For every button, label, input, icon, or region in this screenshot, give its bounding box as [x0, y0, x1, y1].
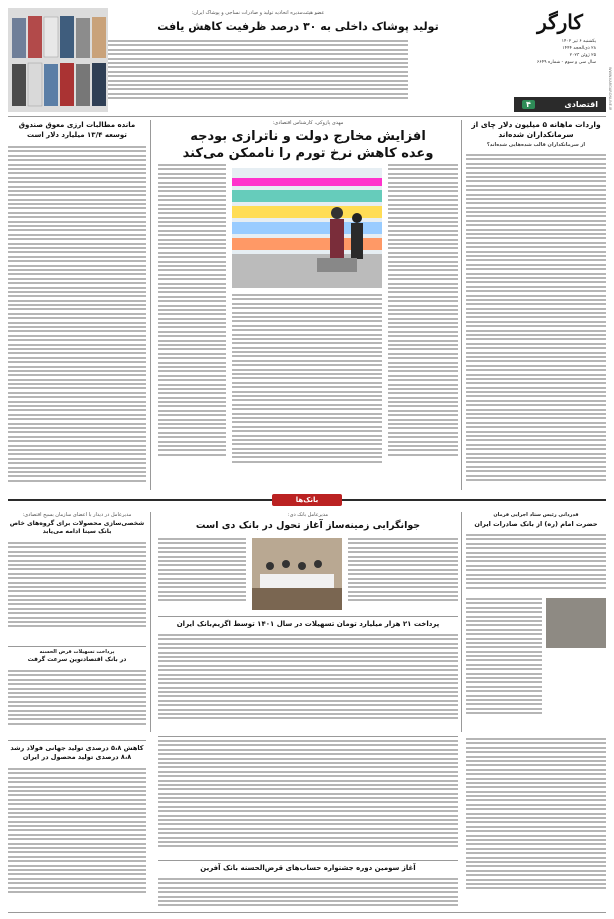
banks-band: [8, 494, 606, 506]
supermarket-photo: [232, 168, 382, 288]
date-line: یکشنبه ۶ تیر ۱۴۰۲: [561, 39, 596, 44]
tea-article-headline: واردات ماهانه ۵ میلیون دلار چای از سرمانکداران شده‌اند: [471, 120, 601, 139]
exim-headline: پرداخت ۲۱ هزار میلیارد تومان تسهیلات در سال ۱۴۰۱ توسط اگزیم‌بانک ایران: [176, 620, 440, 628]
exim-bank-article: [158, 616, 458, 732]
column-rule: [461, 120, 462, 490]
saderat-body-top: [466, 534, 606, 594]
day-bank-body-2: [158, 538, 246, 610]
saderat-headline: حضرت امام (ره) از بانک صادرات ایران: [474, 520, 598, 528]
sina-headline: شخصی‌سازی محصولات برای گروه‌های خاص بانک سینا ادامه می‌یابد: [9, 520, 145, 535]
bottom-rule: [8, 912, 606, 913]
novin-body: [8, 670, 146, 734]
meeting-photo: [252, 538, 342, 610]
section-bar: [514, 97, 606, 112]
lead-story: [158, 120, 458, 490]
day-bank-headline: جوانگرایی زمینه‌ساز آغاز تحول در بانک دی است: [195, 520, 421, 531]
column-rule: [461, 512, 462, 732]
steel-body: [8, 768, 146, 908]
masthead-url: WWW.KARGARONLINE.IR: [608, 66, 612, 110]
date-line: ۲۵ ژوئن ۲۰۲۳: [569, 53, 596, 58]
lead-story-kicker: مهدی پازوکی، کارشناس اقتصادی:: [272, 120, 344, 126]
date-line: ۲۸ ذی‌الحجه ۱۴۴۴: [562, 46, 596, 51]
saderat-photo: [546, 598, 606, 648]
page-number-badge: ۴: [522, 100, 535, 109]
eghtesad-novin-article: [8, 646, 146, 736]
column-rule: [150, 120, 151, 490]
clothing-rack-photo: [8, 8, 108, 112]
afarin-upper-body: [158, 740, 458, 858]
top-story-headline: تولید پوشاک داخلی به ۳۰ درصد ظرفیت کاهش یافت: [157, 20, 439, 33]
lead-story-body-left: [158, 164, 226, 484]
top-story-body: [108, 40, 408, 108]
afarin-body: [158, 878, 458, 910]
masthead-logo: کارگر: [537, 10, 583, 34]
tea-article-body: [466, 154, 606, 486]
banks-band-label: بانک‌ها: [272, 494, 342, 506]
date-line: سال سی و سوم - شماره ۶۶۴۹: [536, 60, 596, 65]
lead-story-body-right: [388, 164, 458, 484]
sina-kicker: مدیرعامل در دیدار با اعضای سازمان بسیج اقتصادی:: [22, 512, 132, 518]
top-story: [8, 8, 508, 112]
novin-kicker: پرداخت تسهیلات قرض الحسنه: [39, 649, 115, 655]
clothing-rack-illustration: [8, 8, 108, 112]
saderat-article: [466, 512, 606, 732]
section-title: اقتصادی: [564, 100, 598, 109]
afarin-headline: آغاز سومین دوره جشنواره حساب‌های قرض‌الحسنه بانک آفرین: [200, 864, 416, 872]
top-story-kicker: عضو هیئت‌مدیره اتحادیه تولید و صادرات نساجی و پوشاک ایران:: [191, 10, 325, 16]
lead-story-headline-2: وعده کاهش نرخ تورم را ناممکن می‌کند: [182, 146, 434, 161]
meeting-illustration: [252, 538, 342, 610]
supermarket-illustration: [232, 168, 382, 288]
day-bank-article: [158, 512, 458, 612]
steel-headline: کاهش ۵،۸ درصدی تولید جهانی فولاد رشد ۸،۸ درصدی تولید محصول در ایران: [10, 744, 144, 761]
sina-bank-article: [8, 512, 146, 642]
steel-article: [8, 740, 146, 910]
tea-article: [466, 120, 606, 490]
lead-story-body-mid: [232, 294, 382, 484]
fund-article: [8, 120, 146, 490]
afarin-bank-article: [158, 736, 458, 912]
tea-article-subhead: از سرمانکداران قالب شده‌هایی شده‌اند؟: [486, 142, 586, 148]
sina-body: [8, 542, 146, 640]
fund-article-body: [8, 146, 146, 486]
day-bank-body: [348, 538, 458, 610]
day-bank-kicker: مدیرعامل بانک دی:: [287, 512, 329, 518]
column-rule: [150, 512, 151, 732]
saderat-kicker: قدردانی رئیس ستاد اجرایی فرمان: [493, 512, 579, 518]
masthead: [514, 8, 606, 112]
exim-body: [158, 634, 458, 730]
novin-headline: در بانک اقتصادنوین سرعت گرفت: [27, 656, 127, 663]
saderat-continued-body: [466, 738, 606, 908]
saderat-body-bottom: [466, 598, 542, 728]
rule: [8, 116, 606, 117]
fund-article-headline: مانده مطالبات ارزی معوق صندوق توسعه ۱۳/۴ میلیارد دلار است: [18, 121, 136, 139]
lead-story-headline-1: افزایش مخارج دولت و ناترازی بودجه: [190, 129, 426, 144]
masthead-date-block: [514, 38, 606, 66]
